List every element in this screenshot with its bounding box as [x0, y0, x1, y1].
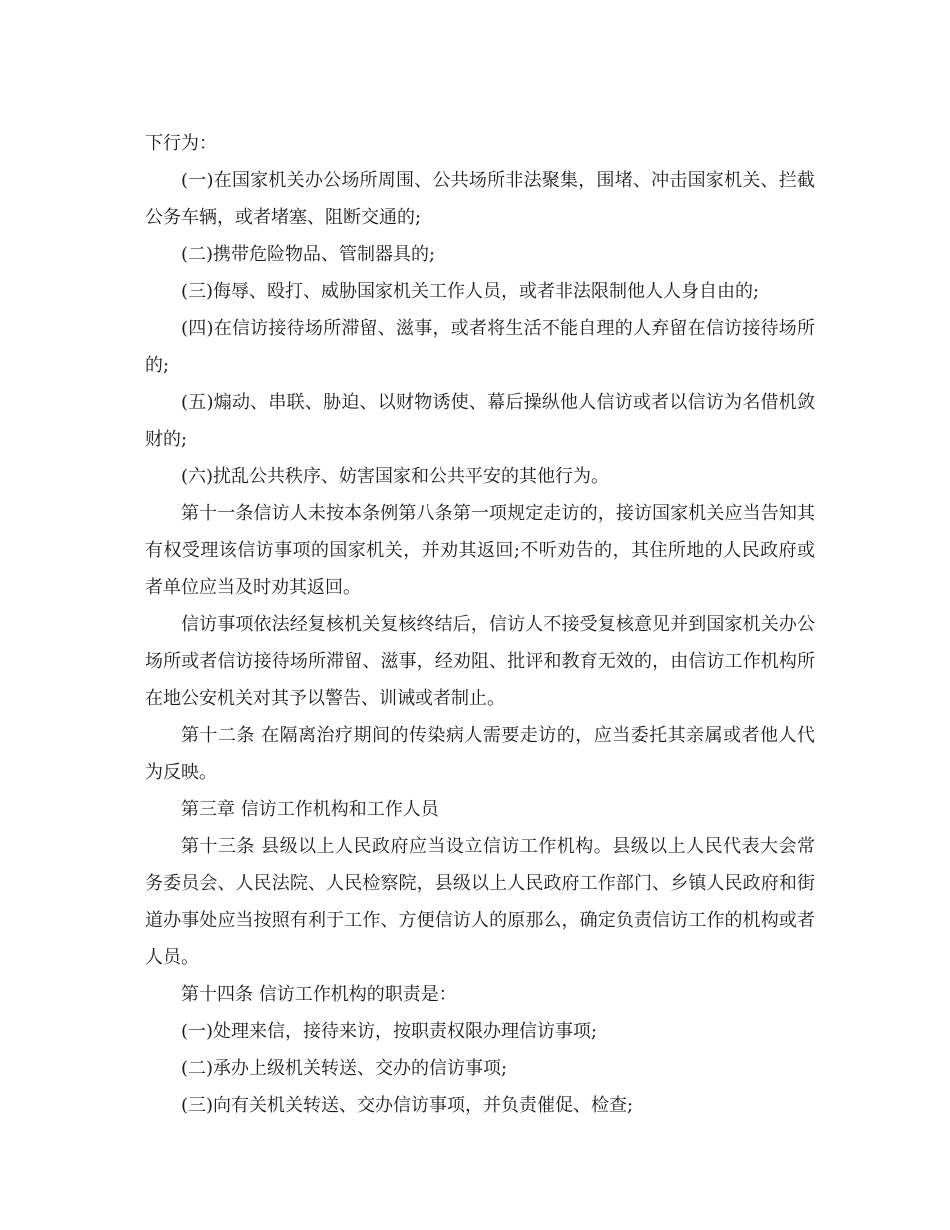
paragraph: 第十三条 县级以上人民政府应当设立信访工作机构。县级以上人民代表大会常务委员会、人民法院、人民检察院，县级以上人民政府工作部门、乡镇人民政府和街道办事处应当按照有利于工作、方便信访人的原那么，确定负责信访工作的机构或者人员。: [145, 836, 815, 968]
paragraph: (三)向有关机关转送、交办信访事项，并负责催促、检查;: [181, 1095, 634, 1116]
paragraph: (五)煽动、串联、胁迫、以财物诱使、幕后操纵他人信访或者以信访为名借机敛财的;: [145, 392, 815, 450]
paragraph: (二)承办上级机关转送、交办的信访事项;: [181, 1058, 508, 1079]
paragraph: (一)在国家机关办公场所周围、公共场所非法聚集，围堵、冲击国家机关、拦截公务车辆，或者堵塞、阻断交通的;: [145, 170, 815, 228]
chapter-heading: 第三章 信访工作机构和工作人员: [181, 799, 439, 820]
paragraph: (四)在信访接待场所滞留、滋事，或者将生活不能自理的人弃留在信访接待场所的;: [145, 318, 815, 376]
paragraph: 第十一条信访人未按本条例第八条第一项规定走访的，接访国家机关应当告知其有权受理该信访事项的国家机关，并劝其返回;不听劝告的，其住所地的人民政府或者单位应当及时劝其返回。: [145, 503, 815, 598]
document-body: [145, 125, 815, 1124]
paragraph: (二)携带危险物品、管制器具的;: [181, 244, 436, 265]
paragraph: 下行为：: [145, 133, 217, 154]
paragraph: (三)侮辱、殴打、威胁国家机关工作人员，或者非法限制他人人身自由的;: [181, 281, 760, 302]
paragraph: 第十二条 在隔离治疗期间的传染病人需要走访的，应当委托其亲属或者他人代为反映。: [145, 725, 815, 783]
paragraph: (一)处理来信，接待来访，按职责权限办理信访事项;: [181, 1021, 598, 1042]
paragraph: (六)扰乱公共秩序、妨害国家和公共平安的其他行为。: [181, 466, 610, 487]
paragraph: 信访事项依法经复核机关复核终结后，信访人不接受复核意见并到国家机关办公场所或者信访接待场所滞留、滋事，经劝阻、批评和教育无效的，由信访工作机构所在地公安机关对其予以警告、训诫或者制止。: [145, 614, 815, 709]
paragraph: 第十四条 信访工作机构的职责是：: [181, 984, 457, 1005]
